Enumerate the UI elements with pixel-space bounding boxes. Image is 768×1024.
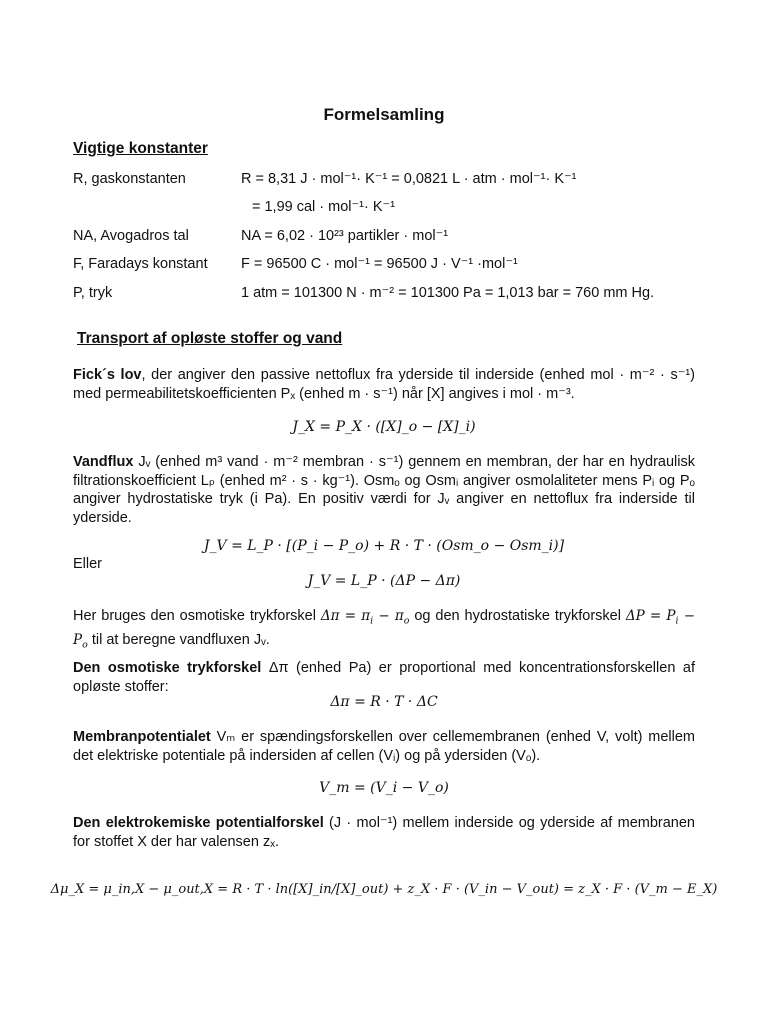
constant-label-faraday: F, Faradays konstant [73, 256, 208, 272]
vandflux-formula-1: J_V = L_P · [(P_i − P_o) + R · T · (Osm_o − Osm_i)] [203, 538, 565, 554]
herbruges-text-1: Her bruges den osmotiske trykforskel [73, 608, 316, 624]
herbruges-text-3: til at beregne vandfluxen Jᵥ. [91, 632, 270, 649]
vandflux-term: Vandflux [73, 454, 134, 470]
vandflux-text: Jᵥ (enhed m³ vand · m⁻² membran · s⁻¹) gennem en membran, der har en hydraulisk filtrationskoefficient Lₚ (enhed m² · s · kg⁻¹). Osmₒ og Osmᵢ angiver osmolaliteter mens Pᵢ og Pₒ angiver hydrostatiske tryk (i Pa). En positiv værdi for Jᵥ angiver en nettoflux fra inderside til yderside. [73, 454, 695, 526]
membrane-term: Membranpotentialet [73, 729, 211, 745]
constant-label-gas: R, gaskonstanten [73, 171, 186, 187]
electrochemical-term: Den elektrokemiske potentialforskel [73, 815, 324, 831]
vandflux-paragraph [73, 453, 695, 527]
membrane-paragraph [73, 728, 695, 765]
page-title: Formelsamling [323, 105, 445, 124]
membrane-text: Vₘ er spændingsforskellen over cellemembranen (enhed V, volt) mellem det elektriske potentiale på indersiden af cellen (Vᵢ) og på ydersiden (Vₒ). [73, 729, 695, 764]
fick-paragraph [73, 366, 695, 403]
vandflux-formula-2: J_V = L_P · (ΔP − Δπ) [307, 573, 461, 589]
osmotic-term: Den osmotiske trykforskel [73, 660, 262, 676]
hydrostatic-difference-inline: $\Delta P = P_i - P_o$ [73, 608, 696, 651]
fick-formula: J_X = P_X · ([X]_o − [X]_i) [292, 419, 476, 435]
section-heading-transport: Transport af opløste stoffer og vand [77, 330, 343, 347]
constant-value-gas-cal: = 1,99 cal · mol⁻¹· K⁻¹ [252, 199, 396, 215]
herbruges-text-2: og den hydrostatiske trykforskel [414, 608, 621, 624]
constant-label-avogadro: NA, Avogadros tal [73, 228, 189, 244]
fick-term: Fick´s lov [73, 367, 142, 383]
constant-value-pressure: 1 atm = 101300 N · m⁻² = 101300 Pa = 1,013 bar = 760 mm Hg. [241, 285, 655, 301]
constant-label-pressure: P, tryk [73, 285, 113, 301]
constant-value-avogadro: NA = 6,02 · 10²³ partikler · mol⁻¹ [241, 228, 449, 244]
electrochemical-text: (J · mol⁻¹) mellem inderside og yderside af membranen for stoffet X der har valensen zₓ. [73, 815, 695, 850]
electrochemical-paragraph [73, 814, 695, 851]
herbruges-paragraph [73, 607, 695, 655]
osmotic-paragraph [73, 659, 695, 696]
constant-value-faraday: F = 96500 C · mol⁻¹ = 96500 J · V⁻¹ ·mol⁻¹ [241, 256, 518, 272]
membrane-formula: V_m = (V_i − V_o) [319, 780, 449, 796]
or-text: Eller [73, 556, 103, 572]
osmotic-difference-inline: $\Delta\pi = \pi_i - \pi_o$ [320, 608, 410, 627]
constant-value-gas: R = 8,31 J · mol⁻¹· K⁻¹ = 0,0821 L · atm · mol⁻¹· K⁻¹ [241, 171, 577, 187]
osmotic-formula: Δπ = R · T · ΔC [330, 694, 438, 710]
fick-text: , der angiver den passive nettoflux fra yderside til inderside (enhed mol · m⁻² · s⁻¹) med permeabilitetskoefficienten Pₓ (enhed m · s⁻¹) når [X] angives i mol · m⁻³. [73, 367, 695, 402]
electrochemical-formula: Δμ_X = μ_in,X − μ_out,X = R · T · ln([X]_in/[X]_out) + z_X · F · (V_in − V_out) = z_X · F · (V_m − E_X) [50, 882, 718, 897]
osmotic-text: Δπ (enhed Pa) er proportional med koncentrationsforskellen af opløste stoffer: [73, 660, 695, 695]
section-heading-constants: Vigtige konstanter [73, 140, 208, 157]
